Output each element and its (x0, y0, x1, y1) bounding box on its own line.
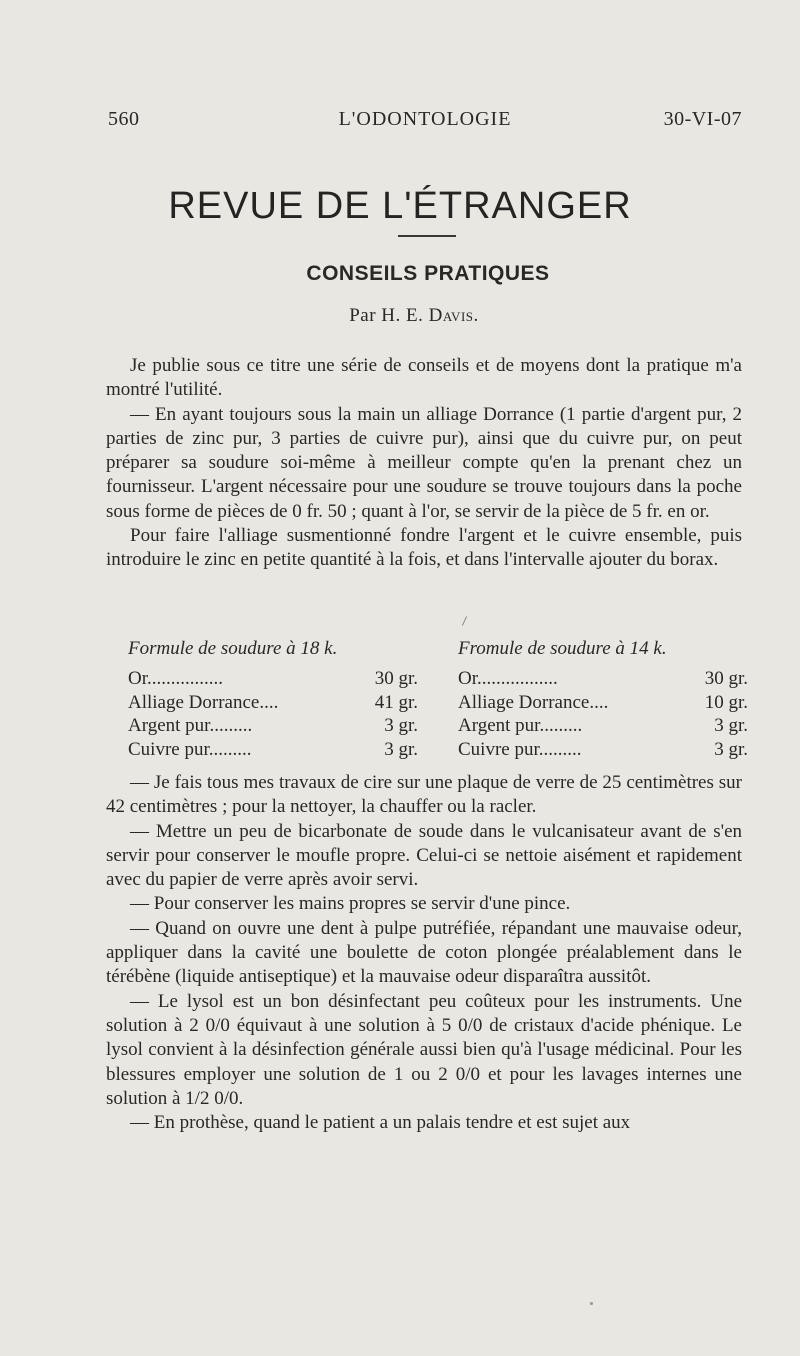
paragraph: — Mettre un peu de bicarbonate de soude dans le vulcanisateur avant de s'en servir pour conserver le moufle propre. Celui-ci se nettoie aisément et rapidement avec du papier de verre après avoir servi. (106, 820, 742, 891)
paragraph: Je publie sous ce titre une série de conseils et de moyens dont la pratique m'a montré l'utilité. (106, 355, 742, 401)
quantity: 3 gr. (384, 738, 418, 760)
article-body-bottom (106, 771, 742, 1135)
formula-heading: Fromule de soudure à 14 k. (458, 638, 667, 659)
ingredient: Argent pur......... (458, 715, 583, 736)
paragraph: — Je fais tous mes travaux de cire sur une plaque de verre de 25 centimètres sur 42 centimètres ; pour la nettoyer, la chauffer ou la racler. (106, 772, 742, 818)
section-title: REVUE DE L'ÉTRANGER (168, 185, 632, 227)
quantity: 10 gr. (704, 691, 748, 713)
formula-18k (128, 631, 418, 761)
title-divider (398, 235, 456, 237)
paragraph: — Le lysol est un bon désinfectant peu coûteux pour les instruments. Une solution à 2 0/0 équivaut à une solution à 5 0/0 de cristaux d'acide phénique. Le lysol convient à la désinfection générale aussi bien qu'à l'usage médicinal. Pour les blessures employer une solution de 1 ou 2 0/0 et pour les lavages internes une solution à 1/2 0/0. (106, 990, 742, 1109)
formula-row (458, 714, 748, 738)
ingredient: Or................ (128, 668, 223, 689)
formula-heading: Formule de soudure à 18 k. (128, 638, 338, 659)
journal-title: L'ODONTOLOGIE (338, 108, 512, 130)
running-head (108, 108, 742, 138)
paragraph: — En ayant toujours sous la main un alliage Dorrance (1 partie d'argent pur, 2 parties de zinc pur, 3 parties de cuivre pur), ainsi que du cuivre pur, on peut préparer sa soudure soi-même à meilleur compte qu'en la prenant chez un fournisseur. L'argent nécessaire pour une soudure se trouve toujours dans la poche sous forme de pièces de 0 fr. 50 ; quant à l'or, se servir de la pièce de 5 fr. en or. (106, 403, 742, 522)
formula-row (458, 667, 748, 691)
ingredient: Alliage Dorrance.... (458, 691, 609, 713)
quantity: 3 gr. (384, 715, 418, 736)
ink-mark (462, 616, 467, 625)
paragraph: — En prothèse, quand le patient a un palais tendre et est sujet aux (130, 1112, 631, 1134)
paper-speck (590, 1302, 593, 1305)
ingredient: Or................. (458, 668, 558, 689)
quantity: 3 gr. (714, 738, 748, 760)
article-body-top (106, 354, 742, 573)
formula-row (458, 738, 748, 762)
quantity: 41 gr. (374, 691, 418, 713)
paragraph: Pour faire l'alliage susmentionné fondre l'argent et le cuivre ensemble, puis introduire le zinc en petite quantité à la fois, et dans l'intervalle ajouter du borax. (106, 525, 742, 571)
formula-14k (458, 631, 748, 761)
quantity: 3 gr. (714, 715, 748, 736)
ingredient: Argent pur......... (128, 715, 253, 736)
formula-row (458, 691, 748, 715)
issue-date: 30-VI-07 (663, 108, 742, 130)
article-title: CONSEILS PRATIQUES (306, 262, 550, 285)
page-number: 560 (108, 108, 140, 130)
paragraph: — Pour conserver les mains propres se servir d'une pince. (130, 893, 571, 915)
ingredient: Cuivre pur......... (458, 738, 582, 760)
formula-row (128, 714, 418, 738)
formula-row (128, 667, 418, 691)
formula-row (128, 738, 418, 762)
byline (0, 305, 800, 327)
formulas-table (106, 631, 748, 766)
paragraph: — Quand on ouvre une dent à pulpe putréfiée, répandant une mauvaise odeur, appliquer dans la cavité une boulette de coton plongée préalablement dans le térébène (liquide antiseptique) et la mauvaise odeur disparaîtra aussitôt. (106, 917, 742, 988)
quantity: 30 gr. (374, 668, 418, 689)
author-name: Davis. (428, 305, 479, 326)
ingredient: Cuivre pur......... (128, 738, 252, 760)
quantity: 30 gr. (704, 668, 748, 689)
formula-row (128, 691, 418, 715)
byline-prefix: Par H. E. (349, 305, 429, 326)
ingredient: Alliage Dorrance.... (128, 691, 279, 713)
